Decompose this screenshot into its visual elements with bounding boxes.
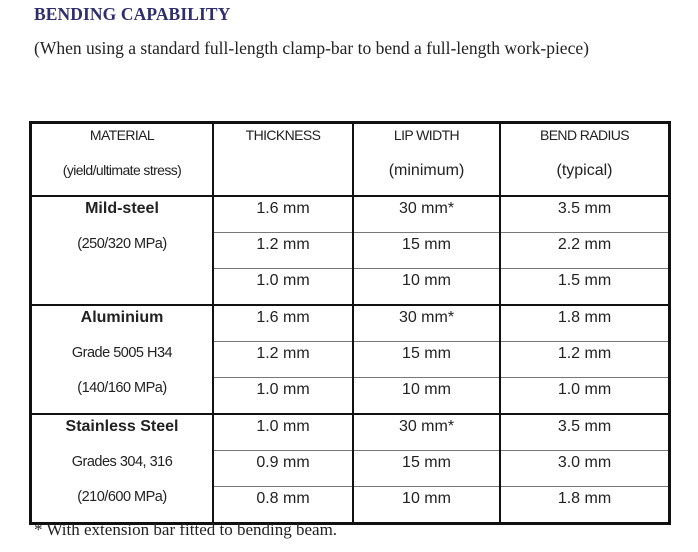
lip-width-cell: 10 mm	[353, 378, 500, 415]
thickness-cell: 1.6 mm	[213, 305, 353, 342]
bend-radius-cell: 3.0 mm	[500, 451, 670, 487]
footnote: * With extension bar fitted to bending beam.	[34, 520, 338, 539]
lip-width-cell: 10 mm	[353, 269, 500, 306]
header-row	[31, 123, 670, 197]
bend-radius-cell: 2.2 mm	[500, 233, 670, 269]
header-lip-width: LIP WIDTH (minimum)	[353, 123, 500, 197]
lip-width-cell: 15 mm	[353, 233, 500, 269]
header-thickness: THICKNESS	[213, 123, 353, 197]
lip-width-cell: 30 mm*	[353, 305, 500, 342]
thickness-cell: 0.9 mm	[213, 451, 353, 487]
header-bend-radius: BEND RADIUS (typical)	[500, 123, 670, 197]
subtitle: (When using a standard full-length clamp-bar to bend a full-length work-piece)	[34, 38, 589, 58]
lip-width-cell: 15 mm	[353, 451, 500, 487]
bend-radius-cell: 1.8 mm	[500, 487, 670, 524]
lip-width-cell: 30 mm*	[353, 196, 500, 233]
table-row	[31, 414, 670, 451]
material-cell-mild-steel: Mild-steel (250/320 MPa)	[31, 196, 214, 305]
bend-radius-cell: 1.2 mm	[500, 342, 670, 378]
material-cell-aluminium: Aluminium Grade 5005 H34 (140/160 MPa)	[31, 305, 214, 414]
thickness-cell: 1.2 mm	[213, 342, 353, 378]
material-cell-stainless-steel: Stainless Steel Grades 304, 316 (210/600 MPa)	[31, 414, 214, 524]
thickness-cell: 1.0 mm	[213, 269, 353, 306]
thickness-cell: 1.6 mm	[213, 196, 353, 233]
bend-radius-cell: 1.0 mm	[500, 378, 670, 415]
thickness-cell: 1.2 mm	[213, 233, 353, 269]
bending-capability-table	[29, 121, 671, 525]
bend-radius-cell: 1.5 mm	[500, 269, 670, 306]
thickness-cell: 1.0 mm	[213, 378, 353, 415]
header-material: MATERIAL (yield/ultimate stress)	[31, 123, 214, 197]
lip-width-cell: 10 mm	[353, 487, 500, 524]
thickness-cell: 1.0 mm	[213, 414, 353, 451]
page-title: BENDING CAPABILITY	[34, 4, 231, 24]
thickness-cell: 0.8 mm	[213, 487, 353, 524]
bend-radius-cell: 3.5 mm	[500, 196, 670, 233]
bend-radius-cell: 1.8 mm	[500, 305, 670, 342]
table-row	[31, 305, 670, 342]
bend-radius-cell: 3.5 mm	[500, 414, 670, 451]
lip-width-cell: 30 mm*	[353, 414, 500, 451]
table-row	[31, 196, 670, 233]
lip-width-cell: 15 mm	[353, 342, 500, 378]
